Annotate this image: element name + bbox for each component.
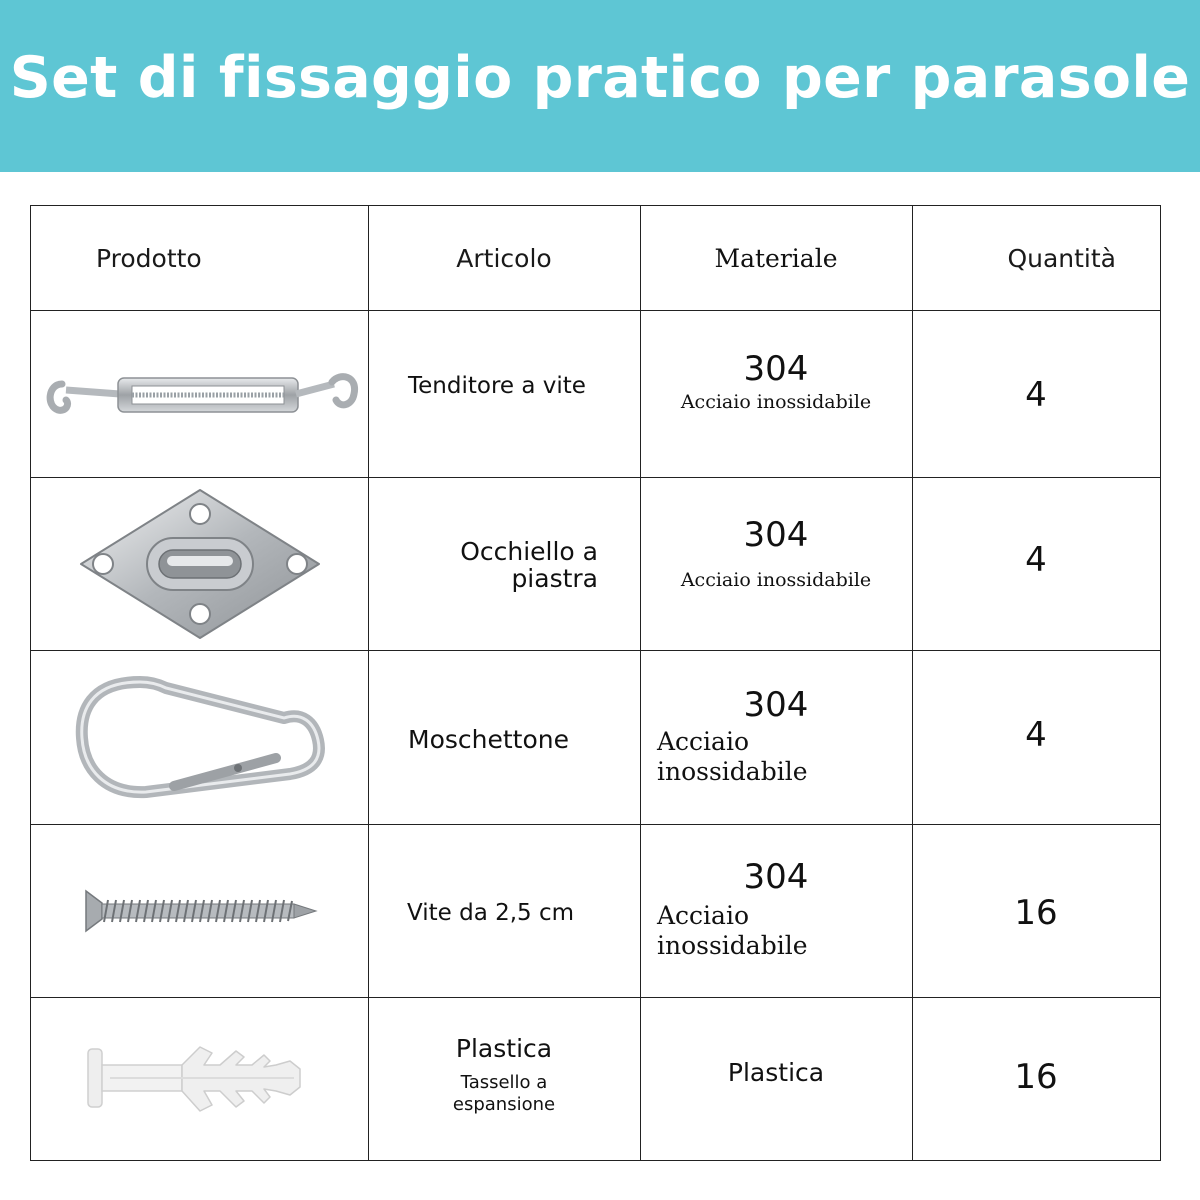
header-quantity-label: Quantità — [1007, 243, 1116, 273]
article-name-line2: piastra — [511, 563, 598, 593]
material-grade: 304 — [743, 514, 809, 555]
table-row-material — [640, 477, 912, 650]
table-row-product-image — [31, 477, 368, 650]
table-row-quantity — [912, 477, 1160, 650]
table-row-product-image — [31, 310, 368, 477]
header-quantity — [912, 206, 1160, 310]
quantity-value: 16 — [1014, 892, 1058, 933]
material-grade: 304 — [743, 685, 809, 725]
header-product — [31, 206, 368, 310]
material-grade: 304 — [743, 348, 809, 389]
quantity-value: 4 — [1025, 374, 1047, 415]
material-name: Acciaio inossidabile — [680, 568, 872, 591]
table-row-material — [640, 824, 912, 997]
article-name: Tenditore a vite — [408, 372, 586, 399]
header-article-label: Articolo — [456, 243, 552, 273]
table-row-material — [640, 997, 912, 1160]
article-name-line1: Occhiello a — [460, 536, 598, 566]
material-name-line2: inossidabile — [657, 930, 808, 960]
material-name-line1: Acciaio — [657, 727, 750, 756]
material-name-line2: inossidabile — [657, 757, 808, 786]
article-subtitle-line1: Tassello a — [460, 1072, 548, 1093]
article-subtitle-line2: espansione — [452, 1094, 556, 1115]
table-row-product-image — [31, 650, 368, 824]
table-row-quantity — [912, 824, 1160, 997]
quantity-value: 4 — [1025, 539, 1047, 580]
material-name-line1: Acciaio — [657, 900, 750, 930]
table-row-quantity — [912, 997, 1160, 1160]
carabiner-icon — [70, 672, 330, 802]
table-row-material — [640, 310, 912, 477]
title-banner — [0, 0, 1200, 172]
table-row-product-image — [31, 997, 368, 1160]
table-row-article — [368, 997, 640, 1160]
table-row-article — [368, 824, 640, 997]
table-row-material — [640, 650, 912, 824]
material-grade: 304 — [743, 856, 809, 897]
table-row-product-image — [31, 824, 368, 997]
article-name: Plastica — [455, 1034, 553, 1063]
article-name: Moschettone — [408, 724, 569, 754]
article-name: Vite da 2,5 cm — [407, 899, 575, 926]
header-article — [368, 206, 640, 310]
pad-eye-plate-icon — [75, 486, 325, 642]
table-row-article — [368, 477, 640, 650]
quantity-value: 4 — [1025, 715, 1047, 755]
table-row-article — [368, 650, 640, 824]
page-title: Set di fissaggio pratico per parasole — [9, 45, 1191, 111]
material-name: Acciaio inossidabile — [680, 390, 872, 413]
table-row-quantity — [912, 310, 1160, 477]
screw-icon — [80, 881, 320, 941]
turnbuckle-icon — [40, 354, 360, 434]
header-product-label: Prodotto — [96, 243, 202, 273]
header-material — [640, 206, 912, 310]
product-table — [30, 205, 1161, 1161]
quantity-value: 16 — [1014, 1056, 1058, 1097]
table-row-quantity — [912, 650, 1160, 824]
material-name: Plastica — [727, 1058, 825, 1087]
wall-plug-icon — [80, 1039, 320, 1119]
table-row-article — [368, 310, 640, 477]
header-material-label: Materiale — [714, 243, 838, 273]
